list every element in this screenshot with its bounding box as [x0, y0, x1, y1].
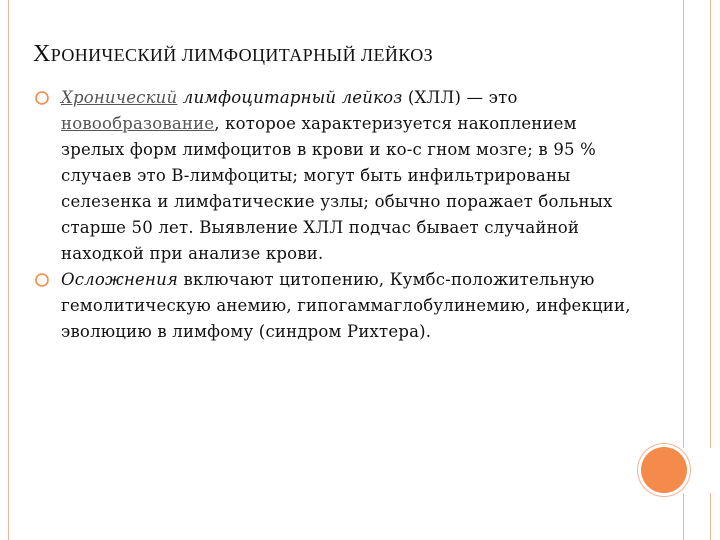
bullet-item-complications — [34, 267, 634, 345]
definition-text-b: , которое характеризуется накоплением зрелых форм лимфоцитов в крови и ко-с гном мозге; в 95 % случаев это В-лимфоциты; могут быть инфильтрированы селезенка и лимфатические узлы; обычно поражает больных старше 50 лет. Выявление ХЛЛ подчас бывает случайной находкой при анализе крови. — [61, 114, 613, 263]
hollow-circle-icon — [34, 272, 50, 288]
neoplasm-link[interactable]: новообразование — [61, 114, 215, 133]
complications-text: включают цитопению, Кумбс-положительную гемолитическую анемию, гипогаммаглобулинемию, инфекции, эволюцию в лимфому (синдром Рихтера). — [61, 270, 631, 341]
title-rest: РОНИЧЕСКИЙ ЛИМФОЦИТАРНЫЙ ЛЕЙКОЗ — [50, 45, 434, 65]
bullet-list — [34, 85, 634, 345]
hollow-circle-icon — [34, 90, 50, 106]
left-frame-line — [8, 0, 9, 540]
term-complications: Осложнения — [61, 270, 179, 289]
definition-text-a: (ХЛЛ) — это — [402, 88, 518, 107]
chronic-link[interactable]: Хронический — [61, 88, 178, 107]
slide-title — [33, 41, 433, 68]
term-cll: лимфоцитарный лейкоз — [177, 88, 403, 107]
right-frame-strip-bottom — [683, 493, 711, 540]
title-initial: Х — [33, 41, 51, 67]
decorative-orange-circle — [641, 447, 687, 493]
right-frame-strip-top — [683, 0, 711, 448]
bullet-item-definition — [34, 85, 634, 267]
